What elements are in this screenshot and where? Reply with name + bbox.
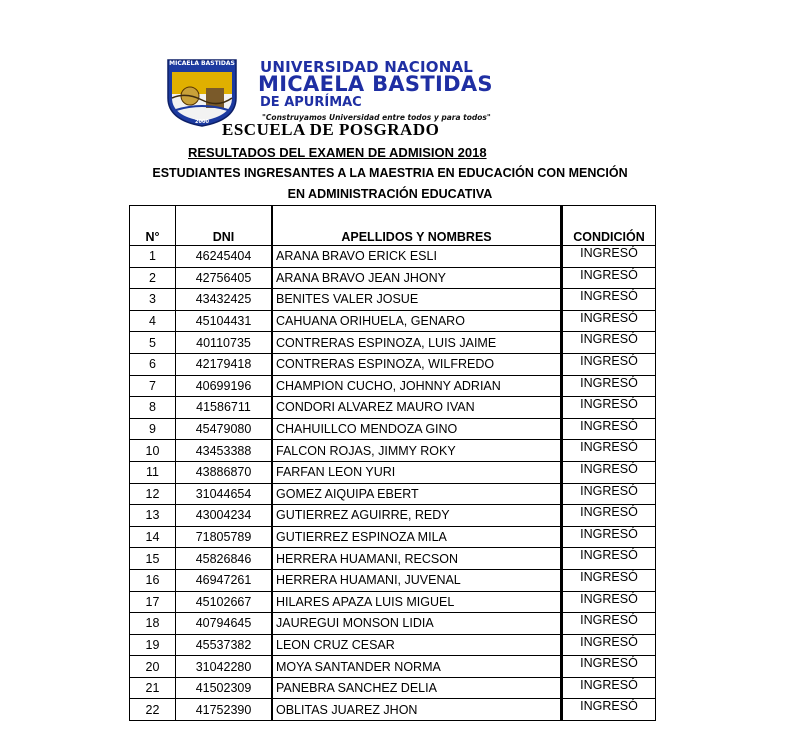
cell-condition: INGRESÓ xyxy=(562,289,656,311)
cell-name: LEON CRUZ CESAR xyxy=(272,634,562,656)
cell-number: 3 xyxy=(130,289,176,311)
cell-number: 13 xyxy=(130,505,176,527)
cell-dni: 41502309 xyxy=(176,677,273,699)
cell-dni: 45102667 xyxy=(176,591,273,613)
cell-dni: 42756405 xyxy=(176,267,273,289)
cell-number: 7 xyxy=(130,375,176,397)
table-row xyxy=(130,526,656,548)
cell-number: 1 xyxy=(130,246,176,268)
cell-number: 5 xyxy=(130,332,176,354)
cell-number: 15 xyxy=(130,548,176,570)
table-row xyxy=(130,310,656,332)
subtitle-line1: ESTUDIANTES INGRESANTES A LA MAESTRIA EN EDUCACIÓN CON MENCIÓN xyxy=(152,166,628,180)
table-row xyxy=(130,548,656,570)
cell-condition: INGRESÓ xyxy=(562,267,656,289)
cell-number: 21 xyxy=(130,677,176,699)
cell-dni: 45104431 xyxy=(176,310,273,332)
cell-name: GUTIERREZ ESPINOZA MILA xyxy=(272,526,562,548)
cell-condition: INGRESÓ xyxy=(562,353,656,375)
cell-condition: INGRESÓ xyxy=(562,505,656,527)
cell-condition: INGRESÓ xyxy=(562,397,656,419)
table-row xyxy=(130,267,656,289)
university-name-line2: MICAELA BASTIDAS xyxy=(258,72,493,96)
cell-dni: 40110735 xyxy=(176,332,273,354)
cell-name: HILARES APAZA LUIS MIGUEL xyxy=(272,591,562,613)
university-seal-logo xyxy=(166,58,238,128)
cell-name: MOYA SANTANDER NORMA xyxy=(272,656,562,678)
table-row xyxy=(130,246,656,268)
table-row xyxy=(130,440,656,462)
table-row xyxy=(130,418,656,440)
table-row xyxy=(130,634,656,656)
cell-condition: INGRESÓ xyxy=(562,656,656,678)
school-name: ESCUELA DE POSGRADO xyxy=(222,120,440,139)
table-row xyxy=(130,505,656,527)
results-title: RESULTADOS DEL EXAMEN DE ADMISION 2018 xyxy=(188,145,487,160)
table-row xyxy=(130,656,656,678)
cell-dni: 45826846 xyxy=(176,548,273,570)
cell-dni: 46245404 xyxy=(176,246,273,268)
seal-top-text: MICAELA BASTIDAS xyxy=(169,60,235,67)
table-header-row xyxy=(130,206,656,246)
cell-number: 6 xyxy=(130,353,176,375)
cell-condition: INGRESÓ xyxy=(562,246,656,268)
results-table xyxy=(129,205,656,721)
cell-name: JAUREGUI MONSON LIDIA xyxy=(272,613,562,635)
table-row xyxy=(130,375,656,397)
table-row xyxy=(130,591,656,613)
cell-name: GUTIERREZ AGUIRRE, REDY xyxy=(272,505,562,527)
cell-condition: INGRESÓ xyxy=(562,548,656,570)
cell-dni: 31044654 xyxy=(176,483,273,505)
cell-number: 20 xyxy=(130,656,176,678)
subtitle-line2: EN ADMINISTRACIÓN EDUCATIVA xyxy=(287,187,493,201)
cell-condition: INGRESÓ xyxy=(562,483,656,505)
cell-dni: 45479080 xyxy=(176,418,273,440)
cell-condition: INGRESÓ xyxy=(562,310,656,332)
university-motto: "Construyamos Universidad entre todos y para todos" xyxy=(262,113,491,122)
cell-name: PANEBRA SANCHEZ DELIA xyxy=(272,677,562,699)
cell-number: 11 xyxy=(130,461,176,483)
cell-name: ARANA BRAVO JEAN JHONY xyxy=(272,267,562,289)
table-row xyxy=(130,332,656,354)
cell-number: 19 xyxy=(130,634,176,656)
cell-name: CONDORI ALVAREZ MAURO IVAN xyxy=(272,397,562,419)
cell-number: 9 xyxy=(130,418,176,440)
university-name-line1: UNIVERSIDAD NACIONAL xyxy=(260,58,474,76)
cell-condition: INGRESÓ xyxy=(562,418,656,440)
cell-dni: 43432425 xyxy=(176,289,273,311)
cell-number: 18 xyxy=(130,613,176,635)
cell-condition: INGRESÓ xyxy=(562,332,656,354)
table-row xyxy=(130,677,656,699)
cell-name: OBLITAS JUAREZ JHON xyxy=(272,699,562,721)
table-row xyxy=(130,289,656,311)
table-body xyxy=(130,246,656,721)
cell-number: 22 xyxy=(130,699,176,721)
cell-condition: INGRESÓ xyxy=(562,440,656,462)
cell-condition: INGRESÓ xyxy=(562,613,656,635)
cell-name: ARANA BRAVO ERICK ESLI xyxy=(272,246,562,268)
column-header-dni: DNI xyxy=(176,206,273,246)
cell-name: CONTRERAS ESPINOZA, WILFREDO xyxy=(272,353,562,375)
cell-dni: 40794645 xyxy=(176,613,273,635)
table-row xyxy=(130,353,656,375)
cell-dni: 31042280 xyxy=(176,656,273,678)
cell-condition: INGRESÓ xyxy=(562,375,656,397)
cell-dni: 40699196 xyxy=(176,375,273,397)
cell-number: 17 xyxy=(130,591,176,613)
cell-name: FARFAN LEON YURI xyxy=(272,461,562,483)
seal-year: 2000 xyxy=(195,119,209,125)
cell-number: 10 xyxy=(130,440,176,462)
table-row xyxy=(130,569,656,591)
table-row xyxy=(130,397,656,419)
cell-condition: INGRESÓ xyxy=(562,677,656,699)
university-name-line3: DE APURÍMAC xyxy=(260,95,362,110)
cell-name: HERRERA HUAMANI, RECSON xyxy=(272,548,562,570)
cell-condition: INGRESÓ xyxy=(562,591,656,613)
cell-dni: 43004234 xyxy=(176,505,273,527)
table-row xyxy=(130,613,656,635)
cell-condition: INGRESÓ xyxy=(562,526,656,548)
column-header-condition: CONDICIÓN xyxy=(562,206,656,246)
cell-number: 16 xyxy=(130,569,176,591)
table-row xyxy=(130,483,656,505)
column-header-number: N° xyxy=(130,206,176,246)
cell-name: FALCON ROJAS, JIMMY ROKY xyxy=(272,440,562,462)
cell-condition: INGRESÓ xyxy=(562,569,656,591)
cell-name: BENITES VALER JOSUE xyxy=(272,289,562,311)
cell-number: 8 xyxy=(130,397,176,419)
cell-number: 12 xyxy=(130,483,176,505)
cell-number: 14 xyxy=(130,526,176,548)
cell-condition: INGRESÓ xyxy=(562,461,656,483)
cell-dni: 43453388 xyxy=(176,440,273,462)
cell-dni: 43886870 xyxy=(176,461,273,483)
cell-name: GOMEZ AIQUIPA EBERT xyxy=(272,483,562,505)
cell-condition: INGRESÓ xyxy=(562,699,656,721)
cell-number: 4 xyxy=(130,310,176,332)
cell-condition: INGRESÓ xyxy=(562,634,656,656)
cell-dni: 71805789 xyxy=(176,526,273,548)
cell-dni: 46947261 xyxy=(176,569,273,591)
cell-dni: 41752390 xyxy=(176,699,273,721)
cell-name: HERRERA HUAMANI, JUVENAL xyxy=(272,569,562,591)
table-row xyxy=(130,461,656,483)
column-header-name: APELLIDOS Y NOMBRES xyxy=(272,206,562,246)
cell-number: 2 xyxy=(130,267,176,289)
cell-dni: 45537382 xyxy=(176,634,273,656)
cell-name: CHAMPION CUCHO, JOHNNY ADRIAN xyxy=(272,375,562,397)
cell-dni: 42179418 xyxy=(176,353,273,375)
cell-name: CONTRERAS ESPINOZA, LUIS JAIME xyxy=(272,332,562,354)
cell-name: CAHUANA ORIHUELA, GENARO xyxy=(272,310,562,332)
cell-dni: 41586711 xyxy=(176,397,273,419)
cell-name: CHAHUILLCO MENDOZA GINO xyxy=(272,418,562,440)
table-row xyxy=(130,699,656,721)
